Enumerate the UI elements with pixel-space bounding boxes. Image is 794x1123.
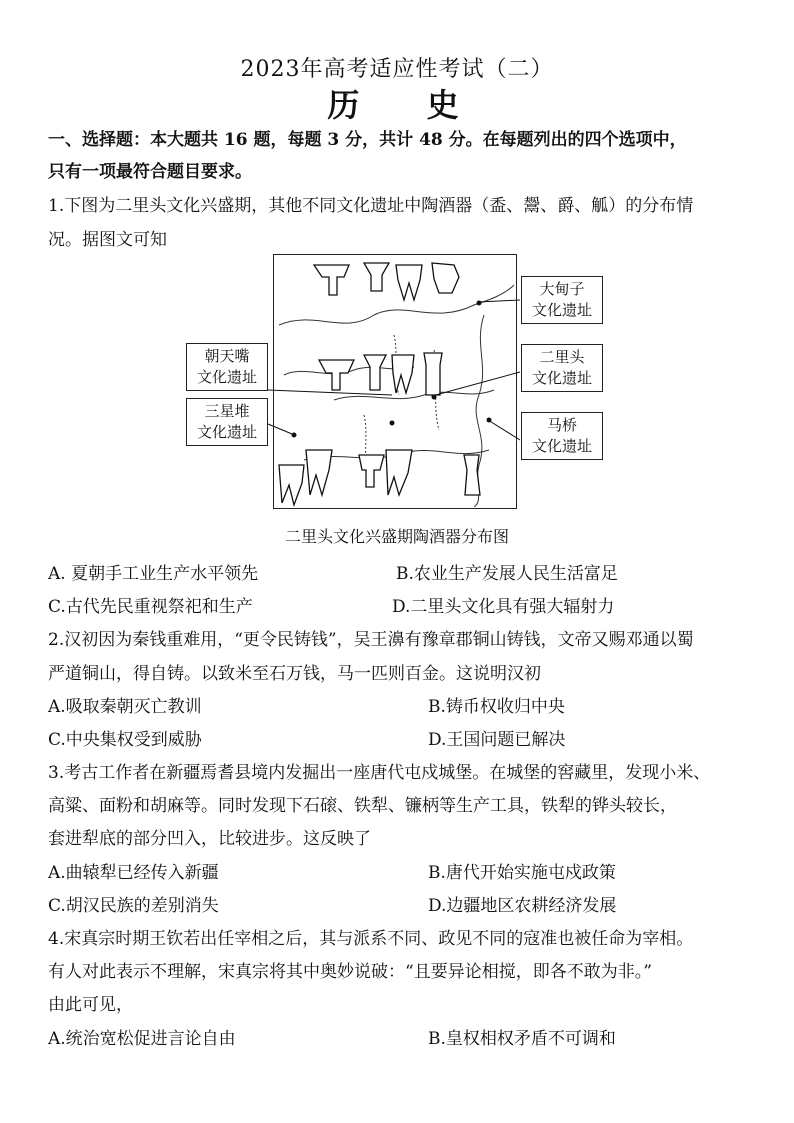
q2-option-d[interactable]: D.王国问题已解决: [428, 730, 566, 750]
q4-option-b[interactable]: B.皇权相权矛盾不可调和: [428, 1029, 616, 1049]
section-instructions-line-2: 只有一项最符合题目要求。: [48, 162, 252, 182]
leader-chaotianzui: [268, 390, 392, 395]
leader-dadianzi: [478, 300, 520, 302]
q3-stem-line-1: 3.考古工作者在新疆焉耆县境内发掘出一座唐代屯戍城堡。在城堡的窖藏里，发现小米、: [48, 763, 711, 783]
label-erlitou-suffix: 文化遗址: [531, 369, 592, 387]
q3-option-b[interactable]: B.唐代开始实施屯戍政策: [428, 863, 616, 883]
q3-stem-line-2: 高粱、面粉和胡麻等。同时发现下石磙、铁犁、镰柄等生产工具，铁犁的铧头较长，: [48, 796, 677, 816]
exam-subject: 历 史: [327, 86, 487, 124]
q2-option-c[interactable]: C.中央集权受到威胁: [48, 730, 202, 750]
q2-stem-line-2: 严道铜山，得自铸。以致米至石万钱，马一匹则百金。这说明汉初: [48, 664, 541, 684]
label-chaotianzui: [186, 343, 268, 391]
leader-maqiao: [488, 420, 520, 440]
q2-option-a[interactable]: A.吸取秦朝灭亡教训: [48, 697, 202, 717]
q2-option-b[interactable]: B.铸币权收归中央: [428, 697, 565, 717]
label-maqiao: [521, 412, 603, 460]
q4-stem-line-3: 由此可见，: [48, 995, 133, 1015]
q4-stem-line-2: 有人对此表示不理解，宋真宗将其中奥妙说破：“且要异论相搅，即各不敢为非。”: [48, 962, 652, 982]
label-chaotianzui-name: 朝天嘴: [204, 347, 250, 365]
label-dadianzi-name: 大甸子: [539, 280, 585, 298]
label-maqiao-name: 马桥: [546, 416, 577, 434]
label-chaotianzui-suffix: 文化遗址: [196, 368, 257, 386]
label-dadianzi: [521, 276, 603, 324]
q1-option-d[interactable]: D.二里头文化具有强大辐射力: [392, 597, 615, 617]
leader-erlitou: [432, 372, 520, 396]
label-erlitou-name: 二里头: [539, 348, 585, 366]
q1-stem-line-1: 1.下图为二里头文化兴盛期，其他不同文化遗址中陶酒器（盉、鬶、爵、觚）的分布情: [48, 196, 694, 216]
label-sanxingdui-suffix: 文化遗址: [196, 423, 257, 441]
exam-title: 2023年高考适应性考试（二）: [240, 57, 554, 82]
q3-option-d[interactable]: D.边疆地区农耕经济发展: [428, 896, 617, 916]
label-sanxingdui-name: 三星堆: [204, 402, 250, 420]
q3-option-c[interactable]: C.胡汉民族的差别消失: [48, 896, 219, 916]
q1-stem-line-2: 况。据图文可知: [48, 230, 167, 250]
label-maqiao-suffix: 文化遗址: [531, 437, 592, 455]
label-dadianzi-suffix: 文化遗址: [531, 301, 592, 319]
label-erlitou: [521, 344, 603, 392]
label-sanxingdui: [186, 398, 268, 446]
q2-stem-line-1: 2.汉初因为秦钱重难用，“更令民铸钱”，吴王濞有豫章郡铜山铸钱，文帝又赐邓通以蜀: [48, 630, 694, 650]
leader-sanxingdui: [268, 424, 292, 434]
figure-caption: 二里头文化兴盛期陶酒器分布图: [284, 527, 509, 546]
q4-stem-line-1: 4.宋真宗时期王钦若出任宰相之后，其与派系不同、政见不同的寇准也被任命为宰相。: [48, 929, 694, 949]
q1-option-a[interactable]: A. 夏朝手工业生产水平领先: [48, 564, 259, 584]
q1-option-c[interactable]: C.古代先民重视祭祀和生产: [48, 597, 253, 617]
section-instructions-line-1: 一、选择题：本大题共 16 题，每题 3 分，共计 48 分。在每题列出的四个选项中，: [48, 130, 687, 150]
q3-option-a[interactable]: A.曲辕犁已经传入新疆: [48, 863, 219, 883]
q1-option-b[interactable]: B.农业生产发展人民生活富足: [396, 564, 618, 584]
q3-stem-line-3: 套进犁底的部分凹入，比较进步。这反映了: [48, 829, 371, 849]
q4-option-a[interactable]: A.统治宽松促进言论自由: [48, 1029, 236, 1049]
